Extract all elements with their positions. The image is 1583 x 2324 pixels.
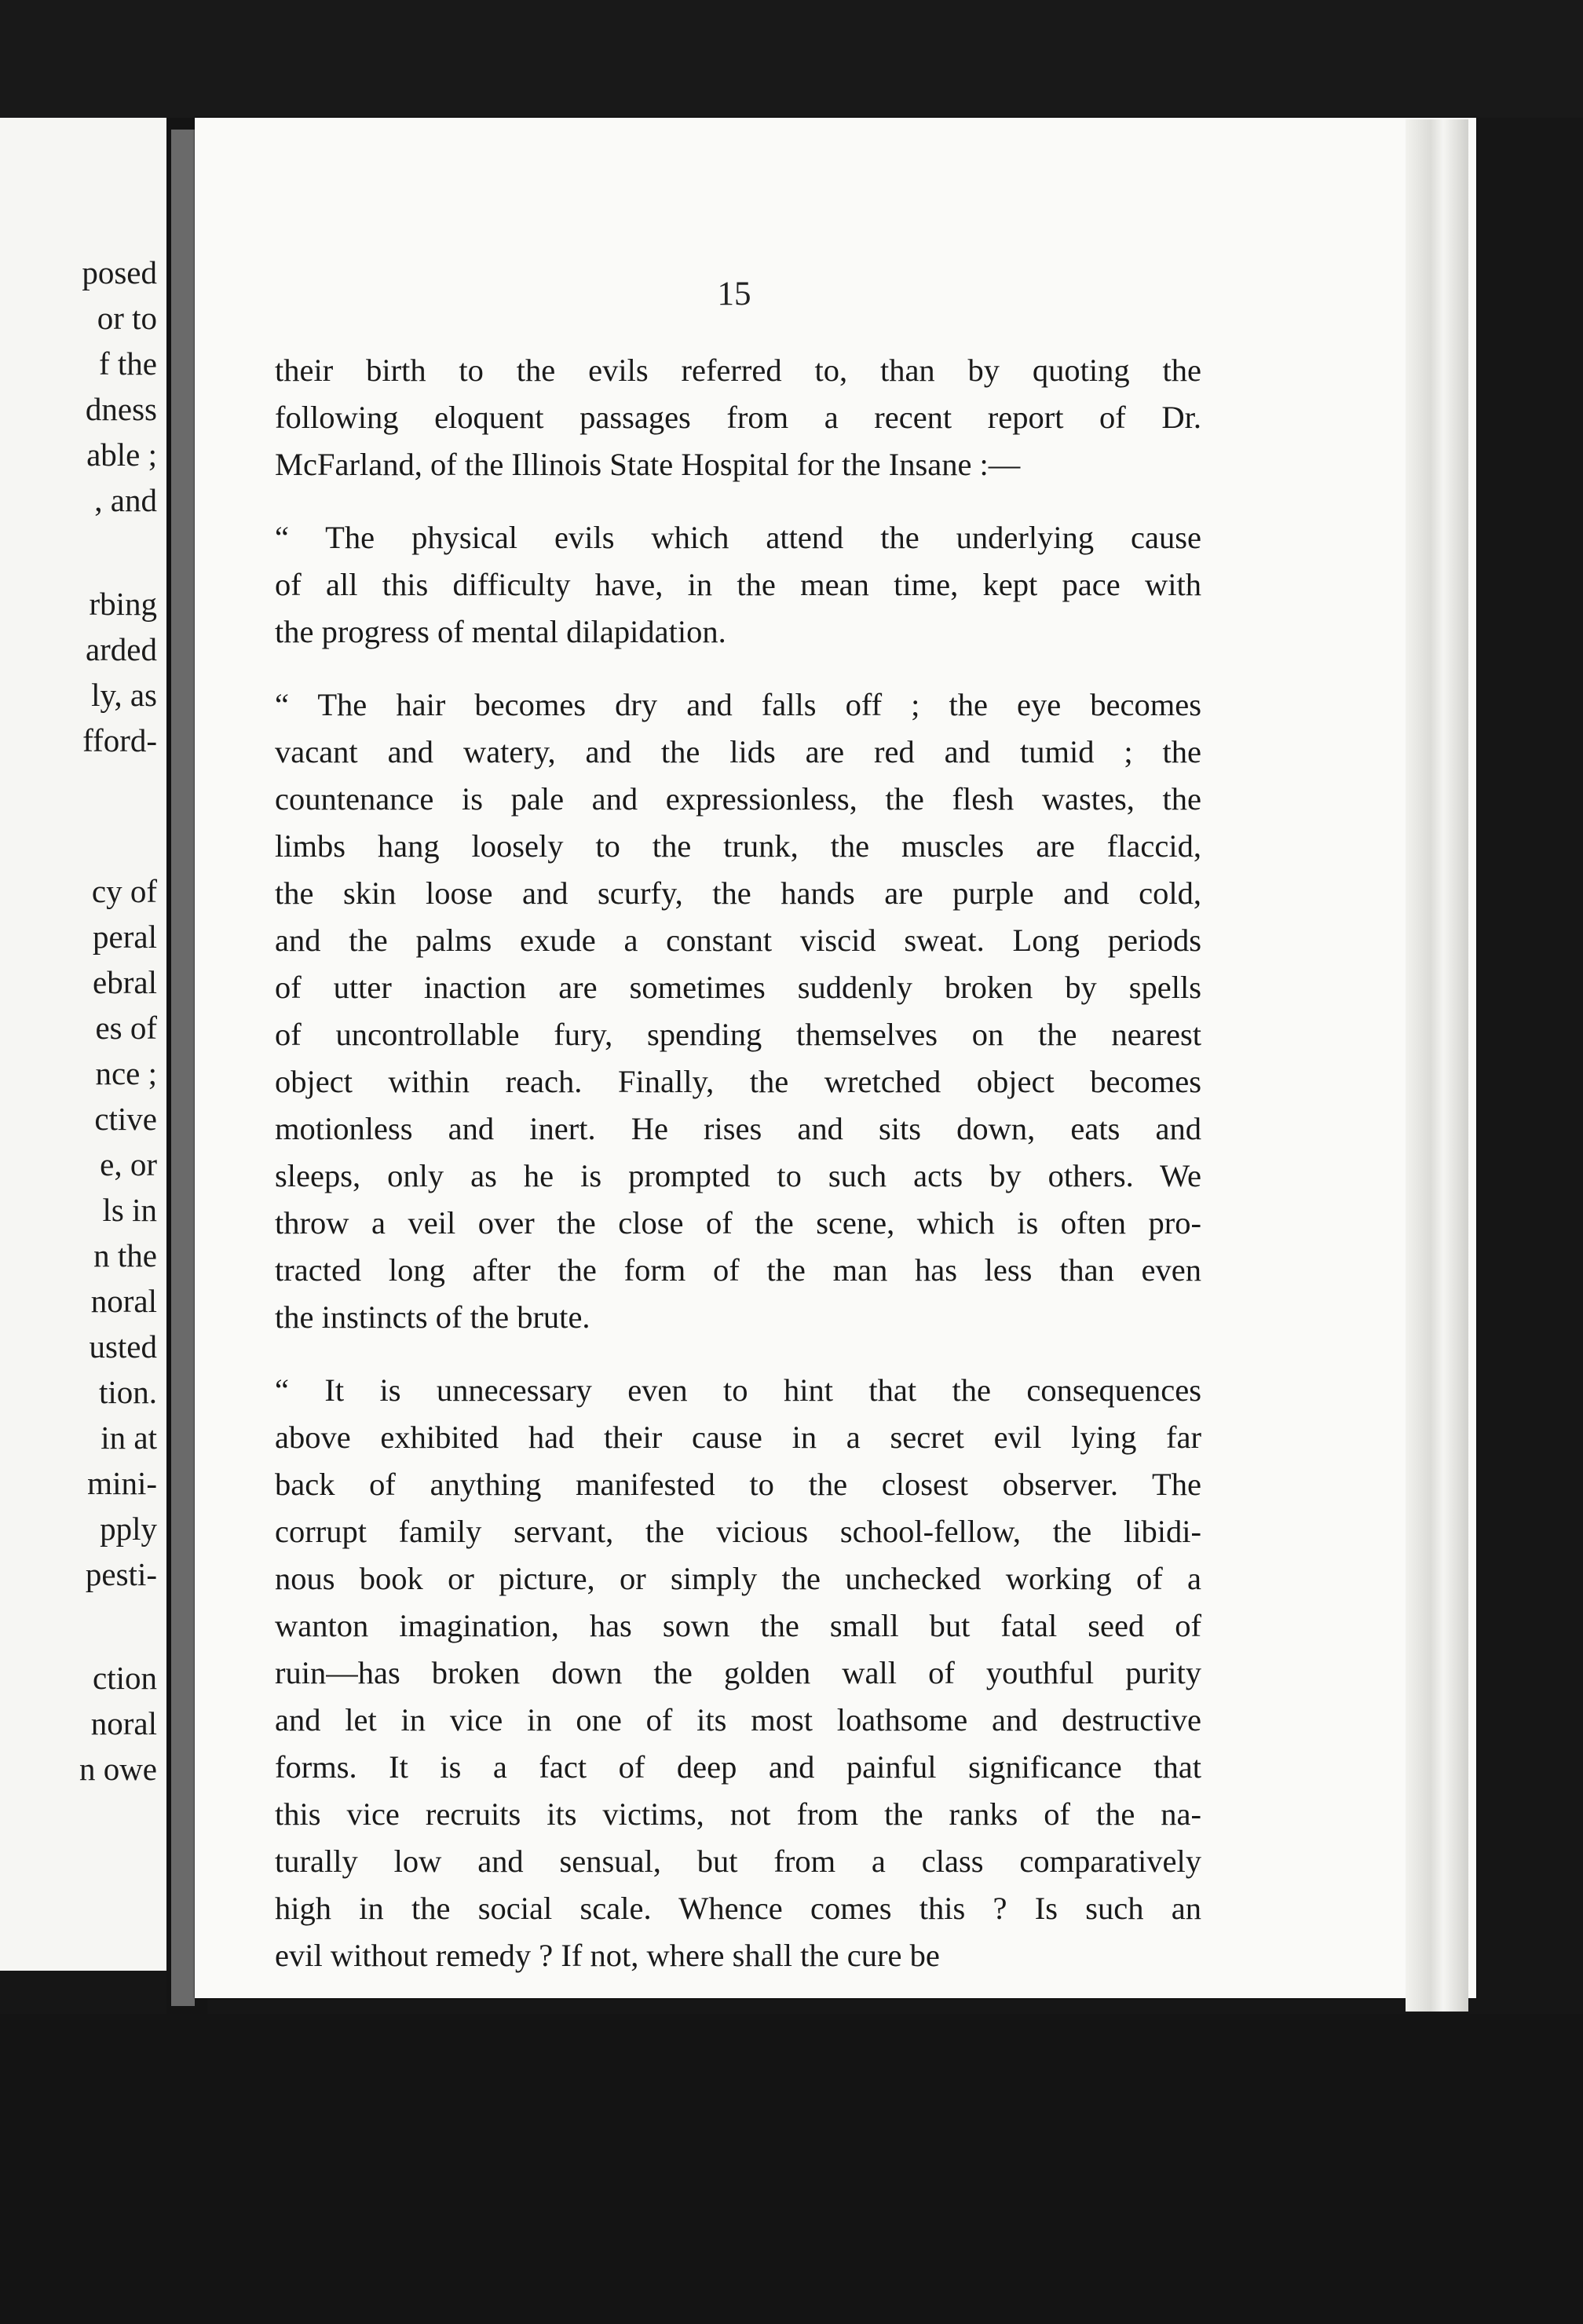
left-page-fragment: in at [101, 1420, 157, 1456]
text-line: throw a veil over the close of the scene, which is often pro- [275, 1205, 1201, 1241]
text-line: of utter inaction are sometimes suddenly broken by spells [275, 970, 1201, 1005]
scan-background-top [0, 0, 1583, 118]
page-body-text [275, 347, 1201, 1979]
left-page-fragment: ls in [102, 1192, 157, 1228]
left-page-fragment: , and [94, 482, 157, 518]
left-page-fragment: fford- [82, 722, 157, 758]
left-page-fragment: cy of [91, 873, 157, 909]
text-line: wanton imagination, has sown the small but fatal seed of [275, 1608, 1201, 1643]
text-line: back of anything manifested to the closest observer. The [275, 1467, 1201, 1502]
text-line: corrupt family servant, the vicious school-fellow, the libidi- [275, 1514, 1201, 1549]
paragraph [275, 1367, 1201, 1979]
text-line: “ It is unnecessary even to hint that the consequences [275, 1372, 1201, 1408]
left-page-fragment: ebral [93, 964, 157, 1000]
left-page-fragment: peral [93, 919, 157, 955]
text-line: their birth to the evils referred to, than by quoting the [275, 353, 1201, 388]
paragraph-gap [275, 488, 1201, 514]
previous-page-fragment [0, 118, 166, 1971]
left-page-fragment: es of [95, 1010, 157, 1046]
left-page-fragment: rbing [89, 586, 157, 622]
left-page-fragment: posed [82, 254, 157, 290]
left-page-fragment: pesti- [85, 1556, 157, 1592]
scan-background-bottom [0, 2014, 1583, 2324]
left-page-fragment: ctive [94, 1101, 157, 1137]
gutter-shadow [171, 130, 195, 2006]
text-line: countenance is pale and expressionless, the flesh wastes, the [275, 781, 1201, 817]
text-line: tracted long after the form of the man has less than even [275, 1252, 1201, 1288]
paragraph-gap [275, 656, 1201, 681]
left-page-fragment: usted [89, 1328, 157, 1365]
text-line: and let in vice in one of its most loathsome and destructive [275, 1702, 1201, 1738]
text-line: of uncontrollable fury, spending themselves on the nearest [275, 1017, 1201, 1052]
text-line: object within reach. Finally, the wretched object becomes [275, 1064, 1201, 1099]
page-number: 15 [717, 276, 751, 312]
left-page-fragment: pply [100, 1511, 157, 1547]
text-line: the skin loose and scurfy, the hands are purple and cold, [275, 875, 1201, 911]
left-page-fragment: noral [90, 1283, 157, 1319]
text-line: forms. It is a fact of deep and painful significance that [275, 1749, 1201, 1785]
page-edge-stack [1406, 119, 1468, 2012]
text-line: limbs hang loosely to the trunk, the muscles are flaccid, [275, 828, 1201, 864]
text-line: nous book or picture, or simply the unchecked working of a [275, 1561, 1201, 1596]
text-line: and the palms exude a constant viscid sweat. Long periods [275, 923, 1201, 958]
text-line: of all this difficulty have, in the mean time, kept pace with [275, 567, 1201, 602]
text-line: sleeps, only as he is prompted to such acts by others. We [275, 1158, 1201, 1193]
left-page-fragment: able ; [86, 437, 157, 473]
left-page-fragment: dness [85, 391, 157, 427]
left-page-fragment: n the [93, 1237, 157, 1273]
text-line: “ The physical evils which attend the underlying cause [275, 520, 1201, 555]
paragraph-gap [275, 1341, 1201, 1367]
text-line: the instincts of the brute. [275, 1299, 590, 1335]
left-page-fragment: f the [99, 345, 157, 382]
left-page-fragment: ction [93, 1660, 157, 1696]
text-line: McFarland, of the Illinois State Hospital for the Insane :— [275, 447, 1021, 482]
text-line: this vice recruits its victims, not from the ranks of the na- [275, 1796, 1201, 1832]
left-page-fragment: tion. [98, 1374, 157, 1410]
paragraph [275, 347, 1201, 488]
text-line: the progress of mental dilapidation. [275, 614, 726, 649]
text-line: ruin—has broken down the golden wall of youthful purity [275, 1655, 1201, 1690]
left-page-fragment: e, or [100, 1146, 157, 1182]
text-line: above exhibited had their cause in a secret evil lying far [275, 1420, 1201, 1455]
text-line: vacant and watery, and the lids are red and tumid ; the [275, 734, 1201, 769]
left-page-fragment: arded [85, 631, 157, 667]
text-line: evil without remedy ? If not, where shall the cure be [275, 1938, 940, 1973]
paragraph [275, 681, 1201, 1341]
left-page-fragment: nce ; [95, 1055, 157, 1091]
left-page-fragment: noral [90, 1705, 157, 1741]
text-line: following eloquent passages from a recent report of Dr. [275, 400, 1201, 435]
left-page-fragment: n owe [79, 1751, 157, 1787]
text-line: high in the social scale. Whence comes this ? Is such an [275, 1891, 1201, 1926]
text-line: motionless and inert. He rises and sits down, eats and [275, 1111, 1201, 1146]
left-page-fragment: or to [97, 300, 157, 336]
left-page-fragment: ly, as [91, 677, 157, 713]
text-line: “ The hair becomes dry and falls off ; the eye becomes [275, 687, 1201, 722]
paragraph [275, 514, 1201, 656]
text-line: turally low and sensual, but from a class comparatively [275, 1843, 1201, 1879]
left-page-fragment: mini- [87, 1465, 157, 1501]
